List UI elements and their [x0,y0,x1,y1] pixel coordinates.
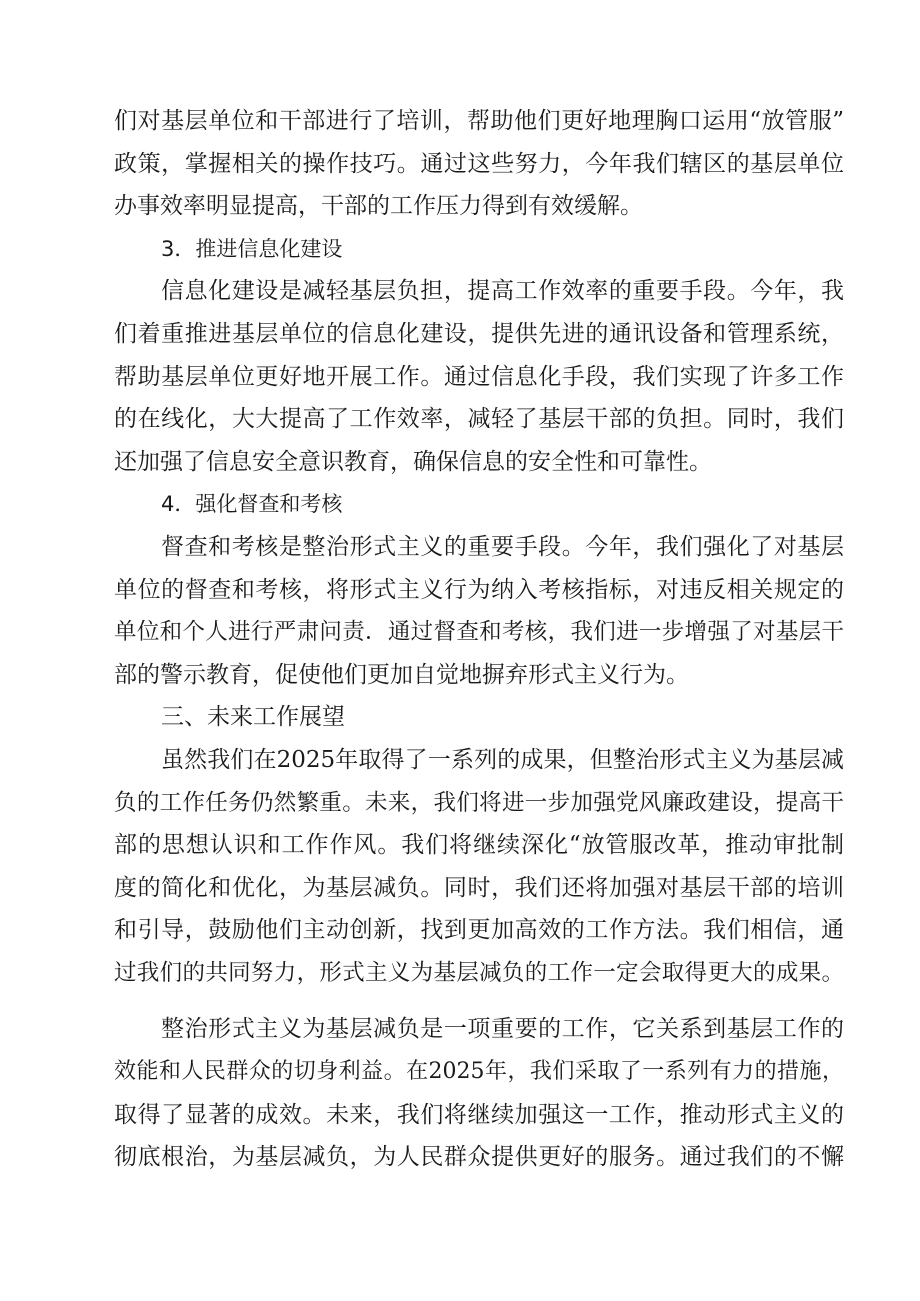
chapter-heading: 三、未来工作展望 [161,704,345,731]
section-heading-4: 4．强化督查和考核 [161,492,343,517]
paragraph-line: 负的工作任务仍然繁重。未来，我们将进一步加强党风廉政建设，提高干 [114,789,844,816]
paragraph-line: 办事效率明显提高，干部的工作压力得到有效缓解。 [114,193,643,220]
paragraph-line: 还加强了信息安全意识教育，确保信息的安全性和可靠性。 [114,448,712,475]
paragraph-line: 的在线化，大大提高了工作效率，减轻了基层干部的负担。同时，我们 [114,406,844,433]
paragraph-line: 和引导，鼓励他们主动创新，找到更加高效的工作方法。我们相信，通 [114,917,844,944]
paragraph-line: 取得了显著的成效。未来，我们将继续加强这一工作，推动形式主义的 [114,1101,844,1128]
paragraph-line: 信息化建设是减轻基层负担，提高工作效率的重要手段。今年，我 [161,278,844,305]
paragraph-line: 政策，掌握相关的操作技巧。通过这些努力，今年我们辖区的基层单位 [114,150,844,177]
paragraph-line: 单位和个人进行严肃问责．通过督查和考核，我们进一步增强了对基层干 [114,619,844,646]
paragraph-line: 整治形式主义为基层减负是一项重要的工作，它关系到基层工作的 [161,1016,844,1043]
section-heading-3: 3．推进信息化建设 [161,236,343,261]
paragraph-line: 帮助基层单位更好地开展工作。通过信息化手段，我们实现了许多工作 [114,363,844,390]
paragraph-line: 部的警示教育，促使他们更加自觉地摒弃形式主义行为。 [114,661,689,688]
paragraph-line: 督查和考核是整治形式主义的重要手段。今年，我们强化了对基层 [161,533,844,560]
paragraph-line: 度的简化和优化，为基层减负。同时，我们还将加强对基层干部的培训 [114,874,844,901]
paragraph-gap [114,994,844,1008]
paragraph-line: 们对基层单位和干部进行了培训，帮助他们更好地理胸口运用“放管服” [114,108,844,134]
paragraph-line: 单位的督查和考核，将形式主义行为纳入考核指标，对违反相关规定的 [114,576,844,603]
paragraph-line: 过我们的共同努力，形式主义为基层减负的工作一定会取得更大的成果。 [114,959,844,986]
paragraph-line: 彻底根治，为基层减负，为人民群众提供更好的服务。通过我们的不懈 [114,1144,844,1171]
paragraph-line: 效能和人民群众的切身利益。在2025年，我们采取了一系列有力的措施， [114,1059,844,1085]
document-body [114,100,844,1179]
paragraph-line: 部的思想认识和工作作风。我们将继续深化“放管服改革，推动审批制 [114,832,844,859]
paragraph-line: 虽然我们在2025年取得了一系列的成果，但整治形式主义为基层减 [161,746,844,773]
paragraph-line: 们着重推进基层单位的信息化建设，提供先进的通讯设备和管理系统， [114,320,844,347]
